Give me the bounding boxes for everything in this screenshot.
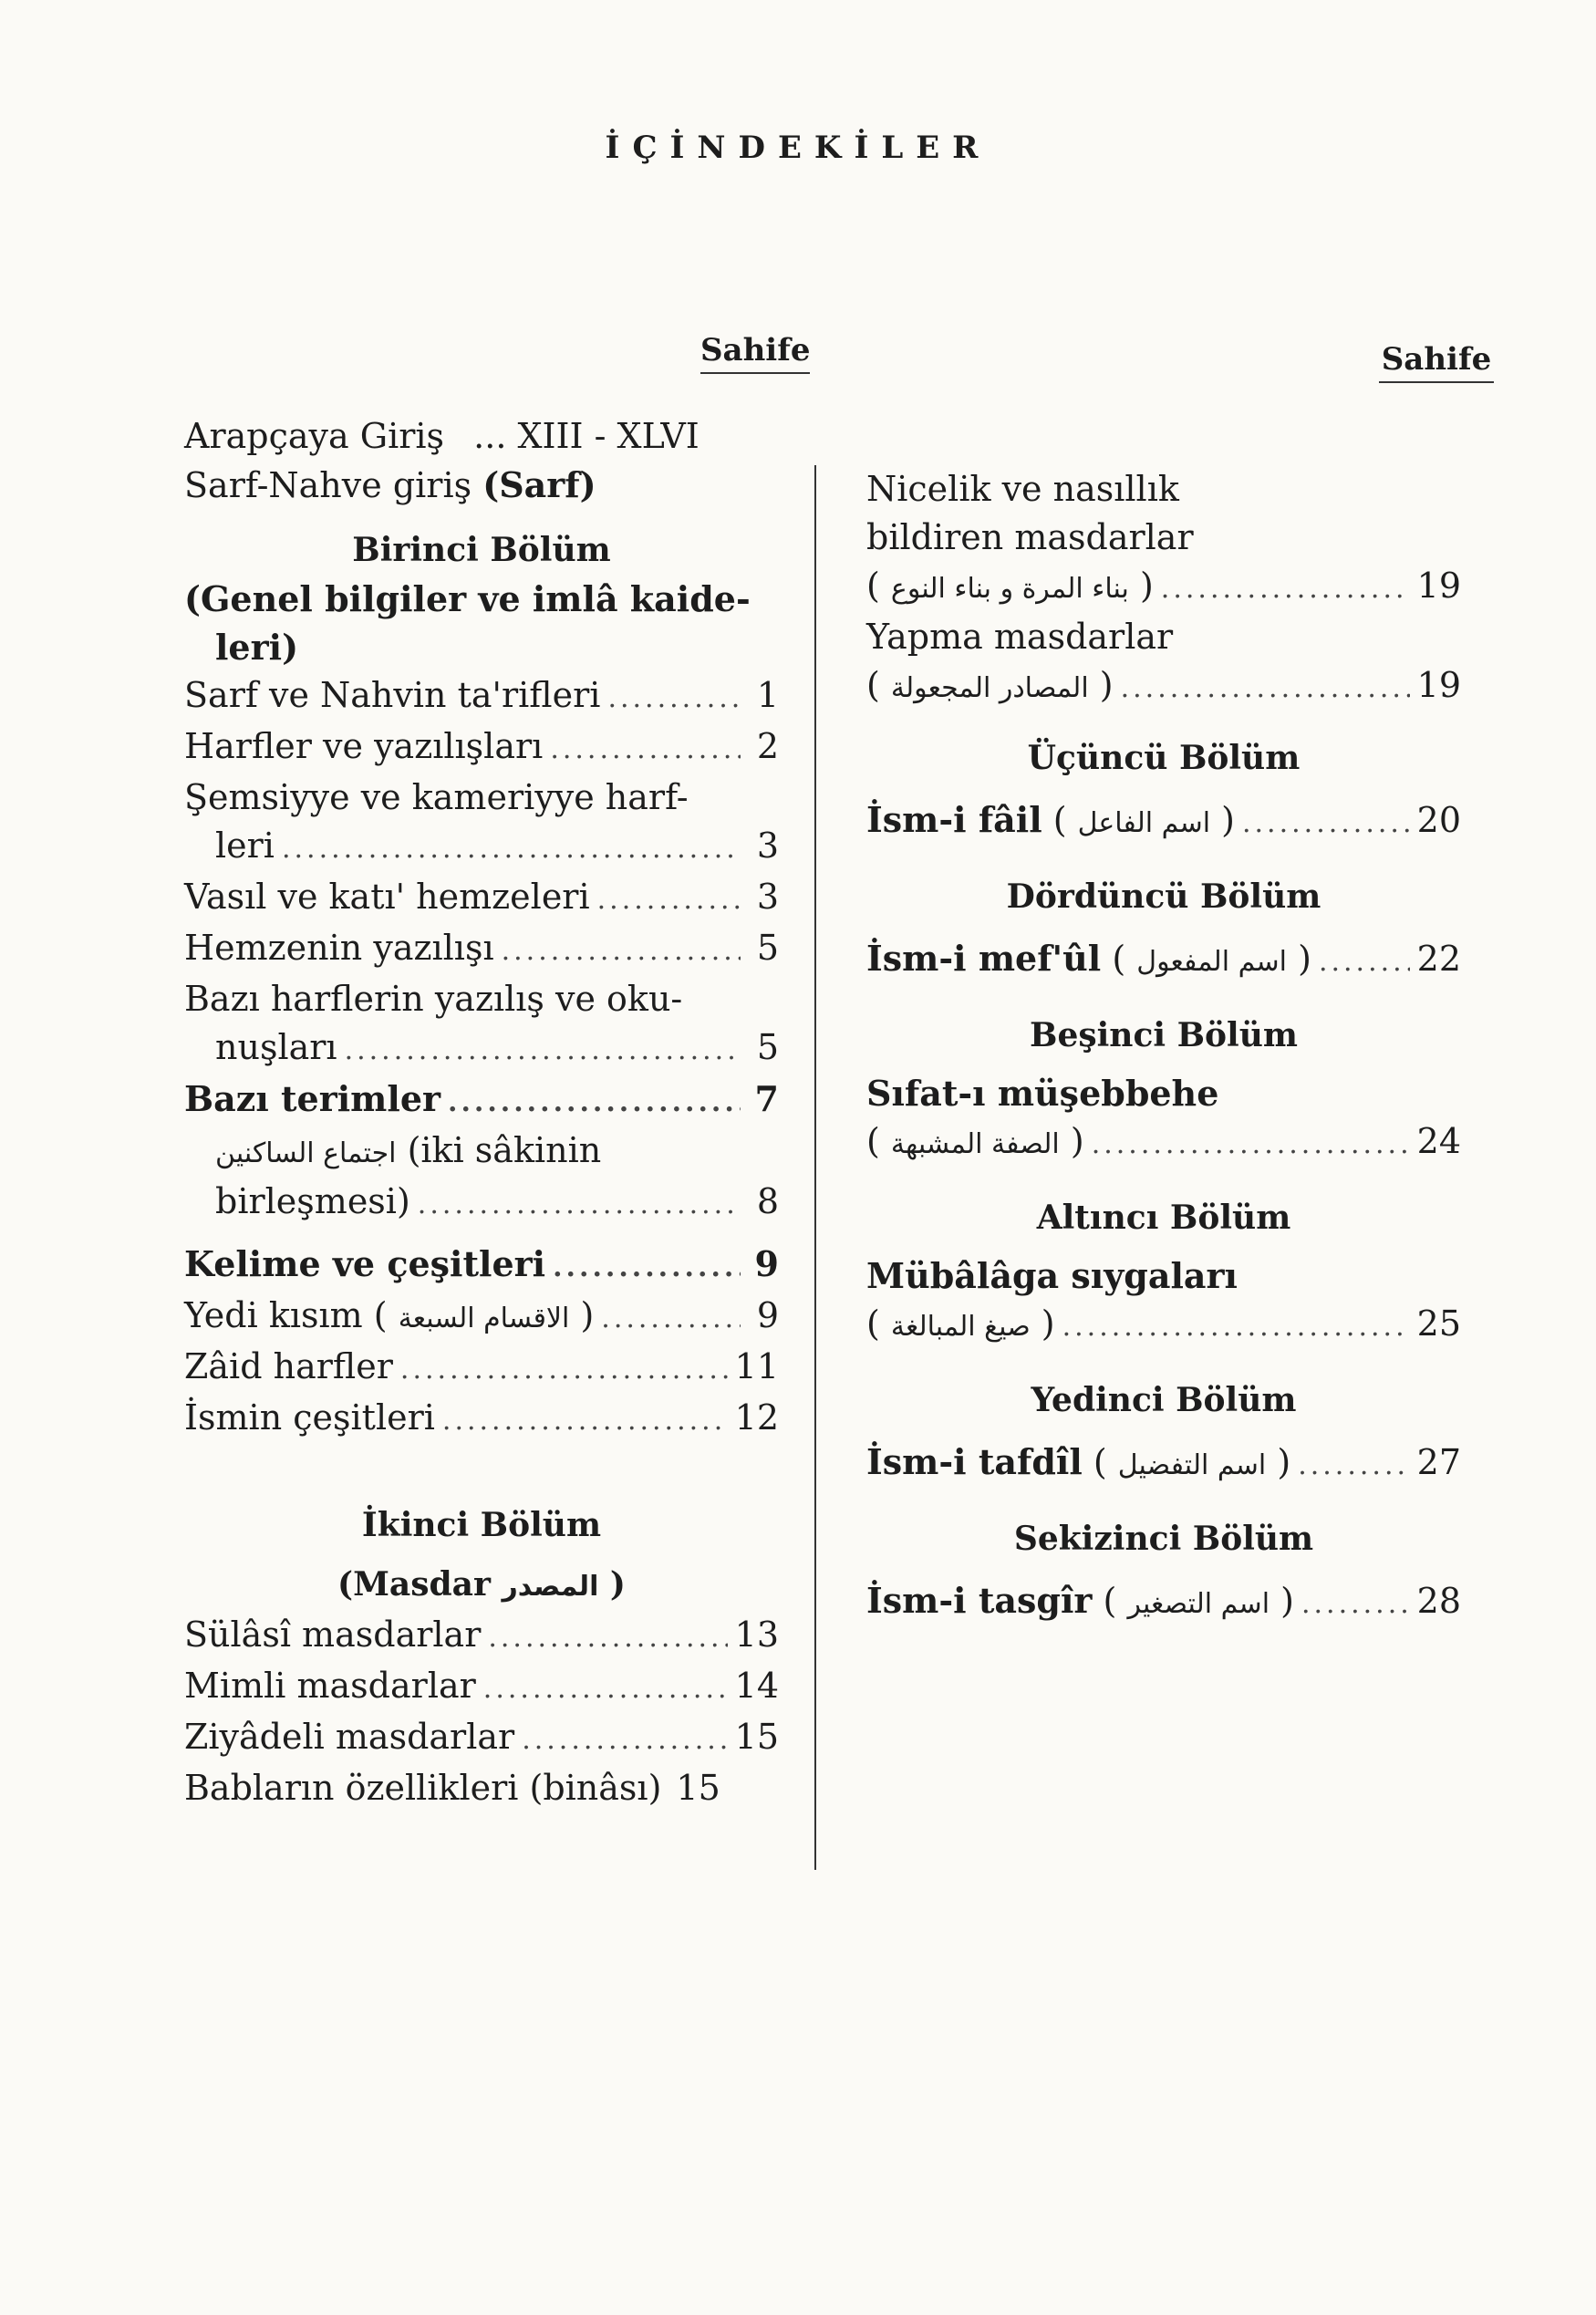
chapter-subtitle: leri) <box>215 627 299 668</box>
toc-entry[interactable]: Babların özellikleri (binâsı) 15 <box>184 1768 720 1808</box>
toc-entry[interactable]: ( بناء المرة و بناء النوع ) ..... 19 <box>866 562 1461 613</box>
arabic-term: المصدر <box>502 1571 599 1603</box>
toc-entry-text: Nicelik ve nasıllık <box>866 469 1179 509</box>
arabic-term: الاقسام السبعة <box>398 1303 570 1334</box>
chapter-heading: Sekizinci Bölüm <box>1013 1520 1314 1558</box>
toc-right-column <box>866 465 1461 1628</box>
toc-entry[interactable]: Zâid harfler ..... 11 <box>184 1343 779 1394</box>
toc-entry[interactable]: Sülâsî masdarlar ..... 13 <box>184 1611 779 1662</box>
chapter-heading: Beşinci Bölüm <box>1030 1016 1298 1054</box>
toc-entry-text: Mübâlâga sıygaları <box>866 1255 1238 1296</box>
toc-entry[interactable]: Bazı terimler ..... 7 <box>184 1074 779 1126</box>
toc-entry-text: اجتماع الساكنين (iki sâkinin <box>215 1130 602 1170</box>
toc-entry[interactable]: Ziyâdeli masdarlar ..... 15 <box>184 1713 779 1764</box>
toc-entry-text: Sıfat-ı müşebbehe <box>866 1073 1219 1114</box>
chapter-heading: İkinci Bölüm <box>361 1506 602 1544</box>
toc-entry-intro: Arapçaya Giriş ... XIII - XLVI <box>184 416 700 456</box>
toc-entry[interactable]: İsm-i fâil ( اسم الفاعل ) ..... 20 <box>866 795 1461 847</box>
chapter-heading: Altıncı Bölüm <box>1036 1199 1291 1237</box>
toc-entry-intro-sarf: Sarf-Nahve giriş (Sarf) <box>184 464 596 505</box>
chapter-subtitle: (Masdar المصدر ) <box>337 1565 626 1604</box>
arabic-term: اسم التفضيل <box>1117 1449 1267 1481</box>
arabic-term: اجتماع الساكنين <box>215 1137 397 1169</box>
toc-entry[interactable]: birleşmesi) ..... 8 <box>184 1178 779 1229</box>
toc-entry-text: Bazı harflerin yazılış ve oku- <box>184 979 683 1019</box>
toc-entry[interactable]: leri ..... 3 <box>184 822 779 873</box>
toc-entry[interactable]: Kelime ve çeşitleri ..... 9 <box>184 1240 779 1292</box>
toc-entry-text: Şemsiyye ve kameriyye harf- <box>184 777 689 817</box>
toc-entry[interactable]: ( المصادر المجعولة ) ..... 19 <box>866 661 1461 712</box>
toc-entry-text: bildiren masdarlar <box>866 517 1194 557</box>
arabic-term: اسم التصغير <box>1127 1588 1270 1620</box>
toc-entry[interactable]: Vasıl ve katı' hemzeleri ..... 3 <box>184 873 779 924</box>
toc-entry[interactable]: Mimli masdarlar ..... 14 <box>184 1662 779 1713</box>
arabic-term: الصفة المشبهة <box>890 1128 1060 1160</box>
arabic-term: اسم المفعول <box>1136 946 1288 978</box>
page-column-header-right: Sahife <box>1379 341 1494 383</box>
toc-entry[interactable]: Hemzenin yazılışı ..... 5 <box>184 924 779 975</box>
toc-entry[interactable]: nuşları ..... 5 <box>184 1023 779 1074</box>
chapter-heading: Üçüncü Bölüm <box>1027 739 1301 777</box>
toc-entry[interactable]: Harfler ve yazılışları ..... 2 <box>184 722 779 773</box>
toc-left-column <box>184 412 779 1812</box>
column-divider <box>814 465 816 1870</box>
arabic-term: المصادر المجعولة <box>890 672 1089 704</box>
toc-entry[interactable]: Yedi kısım ( الاقسام السبعة ) ..... 9 <box>184 1292 779 1343</box>
chapter-heading: Dördüncü Bölüm <box>1006 877 1321 916</box>
chapter-heading: Yedinci Bölüm <box>1031 1381 1297 1419</box>
arabic-term: بناء المرة و بناء النوع <box>890 573 1129 605</box>
page-column-header-left: Sahife <box>700 332 810 374</box>
toc-entry[interactable]: ( الصفة المشبهة ) ..... 24 <box>866 1117 1461 1168</box>
page-title: İÇİNDEKİLER <box>605 130 991 166</box>
toc-entry[interactable]: Sarf ve Nahvin ta'rifleri ..... 1 <box>184 671 779 722</box>
toc-entry-text: Yapma masdarlar <box>866 617 1174 657</box>
chapter-heading: Birinci Bölüm <box>352 531 611 569</box>
toc-entry[interactable]: İsm-i tafdîl ( اسم التفضيل ) ..... 27 <box>866 1438 1461 1490</box>
toc-entry[interactable]: ( صيغ المبالغة ) ..... 25 <box>866 1300 1461 1351</box>
arabic-term: اسم الفاعل <box>1077 807 1211 839</box>
arabic-term: صيغ المبالغة <box>890 1311 1031 1343</box>
toc-entry[interactable]: İsm-i tasgîr ( اسم التصغير ) ..... 28 <box>866 1576 1461 1628</box>
chapter-subtitle: (Genel bilgiler ve imlâ kaide- <box>184 578 751 619</box>
toc-entry[interactable]: İsmin çeşitleri ..... 12 <box>184 1394 779 1445</box>
toc-entry[interactable]: İsm-i mef'ûl ( اسم المفعول ) ..... 22 <box>866 934 1461 986</box>
